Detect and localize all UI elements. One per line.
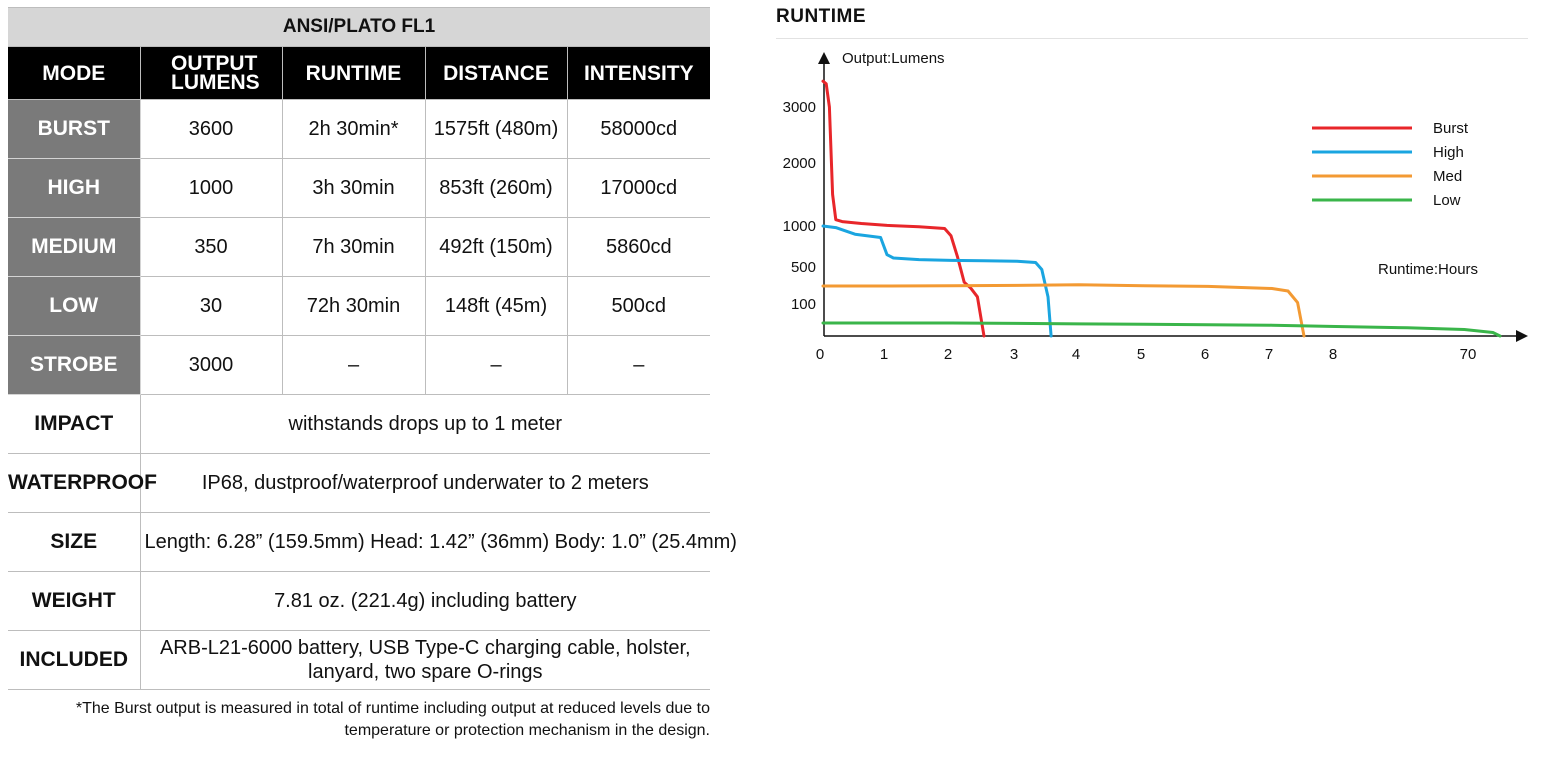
chart-axes [818, 52, 1528, 342]
output-cell: 1000 [140, 159, 282, 218]
y-tick-label: 100 [790, 296, 816, 313]
distance-cell: 148ft (45m) [425, 277, 567, 336]
legend [1312, 120, 1469, 209]
table-row-size [8, 513, 710, 572]
footnote [8, 698, 710, 742]
feature-value: 7.81 oz. (221.4g) including battery [140, 572, 710, 631]
table-header-row [8, 47, 710, 100]
feature-label: WATERPROOF [8, 454, 140, 513]
output-cell: 30 [140, 277, 282, 336]
table-row-low [8, 277, 710, 336]
spec-table-panel [8, 7, 737, 742]
spec-table [8, 7, 737, 690]
header-runtime: RUNTIME [282, 47, 425, 100]
legend-label-low: Low [1433, 192, 1461, 209]
intensity-cell: 500cd [567, 277, 710, 336]
intensity-cell: – [567, 336, 710, 395]
x-tick-label: 8 [1328, 346, 1338, 363]
runtime-cell: 3h 30min [282, 159, 425, 218]
feature-value: Length: 6.28” (159.5mm) Head: 1.42” (36mm) Body: 1.0” (25.4mm) [140, 513, 710, 572]
feature-label: WEIGHT [8, 572, 140, 631]
y-axis-arrow-icon [818, 52, 830, 64]
feature-label: IMPACT [8, 395, 140, 454]
footnote-line-2: temperature or protection mechanism in the design. [344, 722, 710, 739]
intensity-cell: 5860cd [567, 218, 710, 277]
y-tick-label: 1000 [782, 218, 816, 235]
header-output-label: OUTPUT LUMENS [171, 52, 260, 94]
distance-cell: – [425, 336, 567, 395]
mode-cell: LOW [8, 277, 140, 336]
x-tick-labels [816, 346, 1477, 363]
header-output [140, 47, 282, 100]
series-lines [823, 81, 1500, 336]
header-mode: MODE [8, 47, 140, 100]
footnote-line-1: *The Burst output is measured in total of runtime including output at reduced levels due to [75, 700, 710, 717]
legend-label-med: Med [1433, 168, 1463, 185]
runtime-chart [760, 40, 1550, 380]
legend-label-high: High [1433, 144, 1464, 161]
table-row-medium [8, 218, 710, 277]
series-line-low [823, 323, 1500, 336]
table-row-burst [8, 100, 710, 159]
runtime-cell: 7h 30min [282, 218, 425, 277]
x-tick-label: 6 [1200, 346, 1210, 363]
mode-cell: MEDIUM [8, 218, 140, 277]
mode-cell: BURST [8, 100, 140, 159]
mode-cell: STROBE [8, 336, 140, 395]
header-distance: DISTANCE [425, 47, 567, 100]
x-tick-label: 4 [1071, 346, 1081, 363]
runtime-cell: – [282, 336, 425, 395]
table-row-impact [8, 395, 710, 454]
series-line-med [823, 285, 1304, 336]
distance-cell: 1575ft (480m) [425, 100, 567, 159]
y-tick-labels [783, 99, 816, 313]
y-tick-label: 3000 [782, 99, 816, 116]
table-row-included [8, 631, 710, 690]
x-tick-label: 3 [1009, 346, 1019, 363]
table-row-high [8, 159, 710, 218]
table-row-strobe [8, 336, 710, 395]
feature-value: withstands drops up to 1 meter [140, 395, 710, 454]
feature-label: INCLUDED [8, 631, 140, 690]
x-tick-label: 7 [1264, 346, 1274, 363]
x-tick-label: 0 [815, 346, 825, 363]
series-line-burst [823, 81, 984, 336]
output-cell: 3600 [140, 100, 282, 159]
intensity-cell: 17000cd [567, 159, 710, 218]
y-tick-label: 2000 [782, 155, 816, 172]
feature-value: IP68, dustproof/waterproof underwater to 2 meters [140, 454, 710, 513]
included-line-1: ARB-L21-6000 battery, USB Type-C charging cable, holster, [159, 637, 691, 659]
x-axis-label: Runtime:Hours [1378, 261, 1479, 278]
series-line-high [823, 226, 1051, 336]
x-tick-label: 2 [943, 346, 953, 363]
table-caption: ANSI/PLATO FL1 [8, 8, 710, 47]
x-axis-arrow-icon [1516, 330, 1528, 342]
x-tick-label: 70 [1459, 346, 1477, 363]
intensity-cell: 58000cd [567, 100, 710, 159]
x-tick-label: 1 [879, 346, 889, 363]
table-caption-row [8, 8, 710, 47]
table-row-waterproof [8, 454, 710, 513]
header-intensity: INTENSITY [567, 47, 710, 100]
output-cell: 3000 [140, 336, 282, 395]
mode-cell: HIGH [8, 159, 140, 218]
distance-cell: 492ft (150m) [425, 218, 567, 277]
runtime-cell: 2h 30min* [282, 100, 425, 159]
included-line-2: lanyard, two spare O-rings [308, 661, 543, 683]
feature-value [140, 631, 710, 690]
runtime-cell: 72h 30min [282, 277, 425, 336]
output-cell: 350 [140, 218, 282, 277]
y-tick-label: 500 [790, 259, 816, 276]
distance-cell: 853ft (260m) [425, 159, 567, 218]
table-row-weight [8, 572, 710, 631]
title-divider [776, 38, 1528, 39]
legend-label-burst: Burst [1433, 120, 1469, 137]
y-axis-label: Output:Lumens [842, 50, 945, 67]
x-tick-label: 5 [1136, 346, 1146, 363]
chart-title: RUNTIME [776, 6, 867, 27]
feature-label: SIZE [8, 513, 140, 572]
